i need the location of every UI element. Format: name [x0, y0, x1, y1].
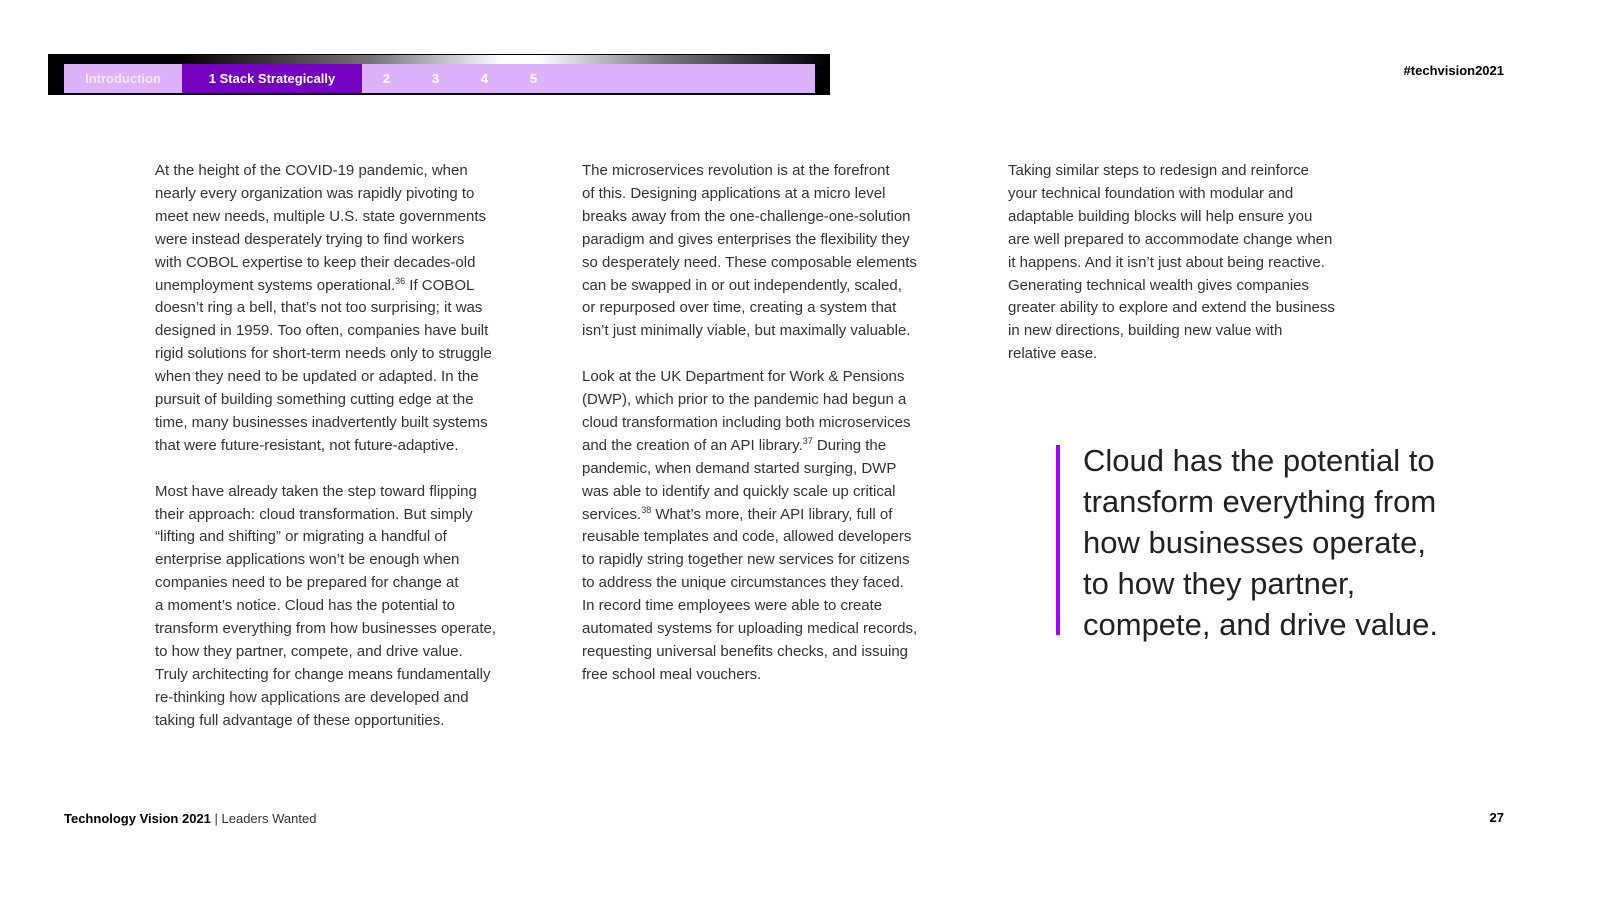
- text-line: [155, 366, 496, 389]
- text: that were future-resistant, not future-adaptive.: [155, 436, 459, 454]
- text: “lifting and shifting” or migrating a handful of: [155, 528, 447, 546]
- text-line: [155, 641, 496, 664]
- paragraph: [582, 366, 917, 687]
- text-line: [155, 481, 496, 504]
- text-line: [582, 366, 917, 389]
- text: pandemic, when demand started surging, DWP: [582, 459, 897, 477]
- text: time, many businesses inadvertently built systems: [155, 413, 488, 431]
- text: greater ability to explore and extend the business: [1008, 299, 1335, 317]
- text-line: [1008, 275, 1335, 298]
- text: were instead desperately trying to find workers: [155, 230, 465, 248]
- text-line: [1008, 160, 1335, 183]
- text: What’s more, their API library, full of: [651, 505, 893, 523]
- text: rigid solutions for short-term needs only to struggle: [155, 345, 492, 363]
- text: nearly every organization was rapidly pivoting to: [155, 184, 475, 202]
- text: reusable templates and code, allowed developers: [582, 528, 912, 546]
- text: in new directions, building new value with: [1008, 322, 1283, 340]
- text-line: [1008, 297, 1335, 320]
- text: re-thinking how applications are developed and: [155, 688, 469, 706]
- text-line: [155, 389, 496, 412]
- text: unemployment systems operational.: [155, 276, 396, 294]
- text-line: [582, 320, 917, 343]
- footnote-ref: 37: [802, 435, 813, 446]
- text: In record time employees were able to create: [582, 597, 883, 615]
- text-line: [582, 526, 917, 549]
- text-line: [155, 183, 496, 206]
- text-line: [155, 664, 496, 687]
- text: paradigm and gives enterprises the flexibility they: [582, 230, 910, 248]
- text: Most have already taken the step toward flipping: [155, 482, 477, 500]
- text-line: [582, 458, 917, 481]
- text-line: [582, 572, 917, 595]
- text-line: [155, 595, 496, 618]
- text: or repurposed over time, creating a system that: [582, 299, 897, 317]
- text-line: [155, 343, 496, 366]
- footer-subtitle: Leaders Wanted: [221, 811, 317, 826]
- text: During the: [812, 436, 887, 454]
- footer-separator: |: [210, 811, 222, 826]
- text: was able to identify and quickly scale up critical: [582, 482, 896, 500]
- text: requesting universal benefits checks, and issuing: [582, 643, 909, 661]
- text-line: [582, 183, 917, 206]
- text: automated systems for uploading medical records,: [582, 620, 918, 638]
- text-line: [155, 412, 496, 435]
- paragraph: [155, 160, 496, 458]
- text-line: [1008, 320, 1335, 343]
- tab-introduction[interactable]: Introduction: [85, 71, 161, 86]
- text: cloud transformation including both microservices: [582, 413, 911, 431]
- text: meet new needs, multiple U.S. state governments: [155, 207, 486, 225]
- footnote-ref: 38: [641, 504, 652, 515]
- tab-4[interactable]: 4: [480, 71, 489, 86]
- text: services.: [582, 505, 642, 523]
- text: can be swapped in or out independently, scaled,: [582, 276, 902, 294]
- text: The microservices revolution is at the forefront: [582, 162, 890, 179]
- text: If COBOL: [405, 276, 475, 294]
- text: and the creation of an API library.: [582, 436, 803, 454]
- footer: [64, 811, 316, 826]
- text-line: [582, 160, 917, 183]
- text: with COBOL expertise to keep their decades-old: [155, 253, 476, 271]
- text-line: [582, 252, 917, 275]
- text-line: [155, 526, 496, 549]
- text-line: [155, 549, 496, 572]
- text: so desperately need. These composable elements: [582, 253, 917, 271]
- text-line: [155, 206, 496, 229]
- tab-3[interactable]: 3: [431, 71, 440, 86]
- paragraph: [155, 481, 496, 733]
- text: (DWP), which prior to the pandemic had begun a: [582, 391, 907, 409]
- text-line: [582, 389, 917, 412]
- text-line: [155, 618, 496, 641]
- text-line: [1008, 183, 1335, 206]
- text-line: [582, 229, 917, 252]
- text-line: [155, 320, 496, 343]
- tab-2[interactable]: 2: [382, 71, 391, 86]
- text-line: [155, 229, 496, 252]
- text-line: [1008, 206, 1335, 229]
- page-number: 27: [1489, 810, 1504, 825]
- section-navigation: [48, 54, 830, 95]
- text-line: [582, 618, 917, 641]
- text: isn’t just minimally viable, but maximally valuable.: [582, 322, 911, 340]
- text-line: [155, 504, 496, 527]
- text-line: [582, 297, 917, 320]
- text: to address the unique circumstances they faced.: [582, 574, 904, 592]
- text-line: [582, 504, 917, 527]
- text-line: [582, 595, 917, 618]
- nav-tabs: [64, 64, 815, 93]
- quote-line: to how they partner,: [1083, 566, 1356, 601]
- quote-line: compete, and drive value.: [1083, 607, 1438, 642]
- text: to rapidly string together new services for citizens: [582, 551, 910, 569]
- tab-5[interactable]: 5: [529, 71, 538, 86]
- text: Generating technical wealth gives companies: [1008, 276, 1310, 294]
- tab-stack-strategically[interactable]: 1 Stack Strategically: [182, 64, 362, 93]
- text: adaptable building blocks will help ensure you: [1008, 207, 1313, 225]
- text: free school meal vouchers.: [582, 665, 762, 683]
- text-line: [155, 252, 496, 275]
- text: designed in 1959. Too often, companies have built: [155, 322, 489, 340]
- text-line: [582, 481, 917, 504]
- text: Taking similar steps to redesign and reinforce: [1008, 162, 1309, 179]
- text: transform everything from how businesses operate,: [155, 620, 496, 638]
- text-line: [582, 275, 917, 298]
- text: relative ease.: [1008, 345, 1098, 363]
- text-line: [155, 275, 496, 298]
- text: taking full advantage of these opportunities.: [155, 711, 445, 729]
- quote-line: transform everything from: [1083, 484, 1437, 519]
- text-line: [155, 572, 496, 595]
- quote-line: Cloud has the potential to: [1083, 443, 1435, 478]
- text-line: [155, 435, 496, 458]
- text: Look at the UK Department for Work & Pensions: [582, 368, 905, 386]
- text: Truly architecting for change means fundamentally: [155, 665, 491, 683]
- text-line: [155, 297, 496, 320]
- quote-line: how businesses operate,: [1083, 525, 1426, 560]
- footnote-ref: 36: [395, 275, 406, 286]
- text: companies need to be prepared for change at: [155, 574, 459, 592]
- text: it happens. And it isn’t just about being reactive.: [1008, 253, 1325, 271]
- text: are well prepared to accommodate change when: [1008, 230, 1333, 248]
- text: pursuit of building something cutting edge at the: [155, 391, 474, 409]
- text: their approach: cloud transformation. But simply: [155, 505, 473, 523]
- text: enterprise applications won’t be enough when: [155, 551, 460, 569]
- text: your technical foundation with modular and: [1008, 184, 1294, 202]
- text-column-2: [582, 160, 917, 710]
- pull-quote: [1056, 443, 1438, 642]
- text: breaks away from the one-challenge-one-solution: [582, 207, 911, 225]
- text-line: [582, 549, 917, 572]
- paragraph: [582, 160, 917, 343]
- text: At the height of the COVID-19 pandemic, when: [155, 162, 468, 179]
- text-line: [582, 664, 917, 687]
- text: doesn’t ring a bell, that’s not too surprising; it was: [155, 299, 483, 317]
- text-line: [582, 206, 917, 229]
- text-line: [1008, 343, 1335, 366]
- text-line: [155, 160, 496, 183]
- text-column-1: [155, 160, 496, 756]
- text-line: [155, 710, 496, 733]
- footer-title: Technology Vision 2021: [64, 811, 211, 826]
- hashtag: #techvision2021: [1403, 63, 1504, 78]
- text: when they need to be updated or adapted. In the: [155, 368, 479, 386]
- text-line: [1008, 229, 1335, 252]
- text-line: [582, 641, 917, 664]
- text-column-3: [1008, 160, 1335, 389]
- text: a moment’s notice. Cloud has the potential to: [155, 597, 455, 615]
- text-line: [582, 435, 917, 458]
- text-line: [582, 412, 917, 435]
- text-line: [1008, 252, 1335, 275]
- text-line: [155, 687, 496, 710]
- text: of this. Designing applications at a micro level: [582, 184, 886, 202]
- paragraph: [1008, 160, 1335, 366]
- text: to how they partner, compete, and drive value.: [155, 643, 463, 661]
